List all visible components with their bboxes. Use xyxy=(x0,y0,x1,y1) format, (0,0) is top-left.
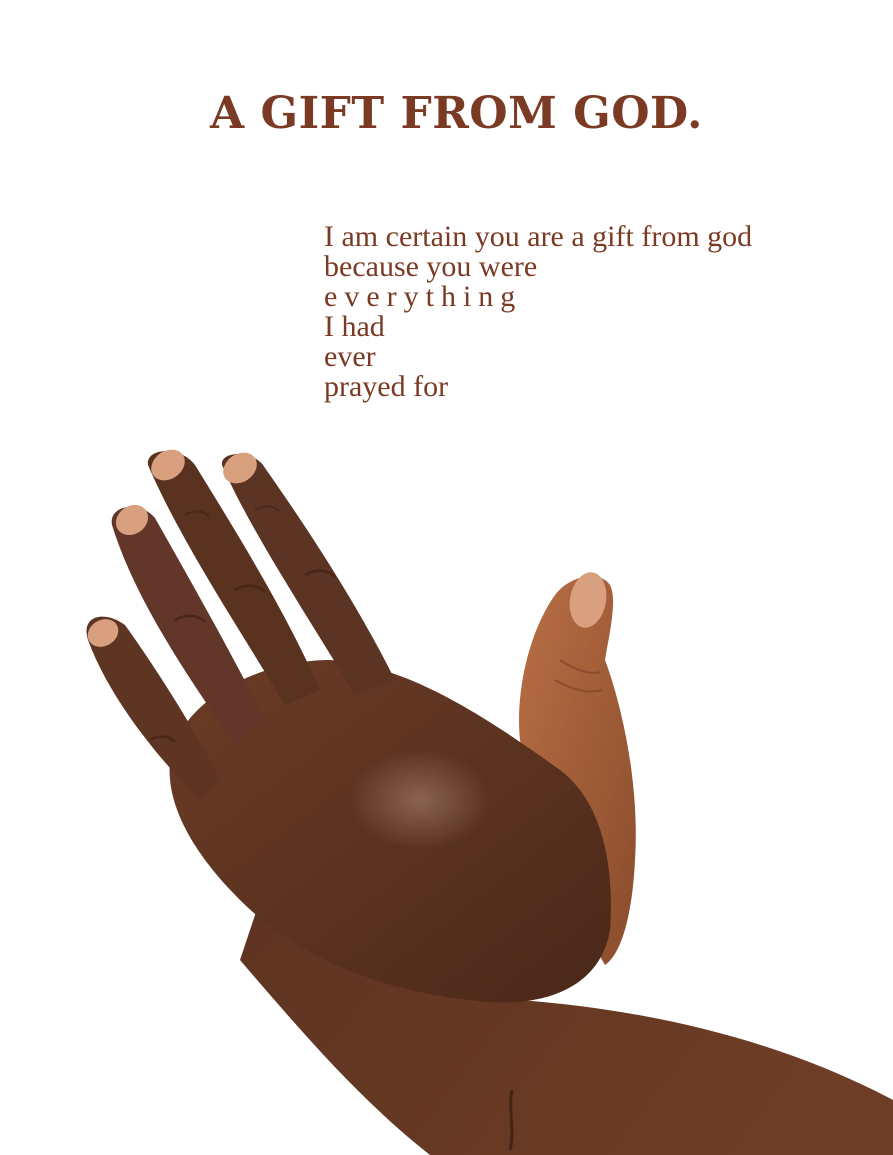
poem-line-1: I am certain you are a gift from god xyxy=(324,220,753,253)
praying-hands-image xyxy=(0,430,893,1155)
poem-line-4: I had xyxy=(324,310,385,343)
poem-line-3: everything xyxy=(324,280,523,313)
poem-line-6: prayed for xyxy=(324,370,449,403)
poem-block xyxy=(324,222,752,402)
poem-line-5: ever xyxy=(324,340,376,373)
wrist-mark-shape xyxy=(510,1090,512,1150)
poem-line-2: because you were xyxy=(324,250,538,283)
poster-title: A GIFT FROM GOD. xyxy=(210,88,703,139)
